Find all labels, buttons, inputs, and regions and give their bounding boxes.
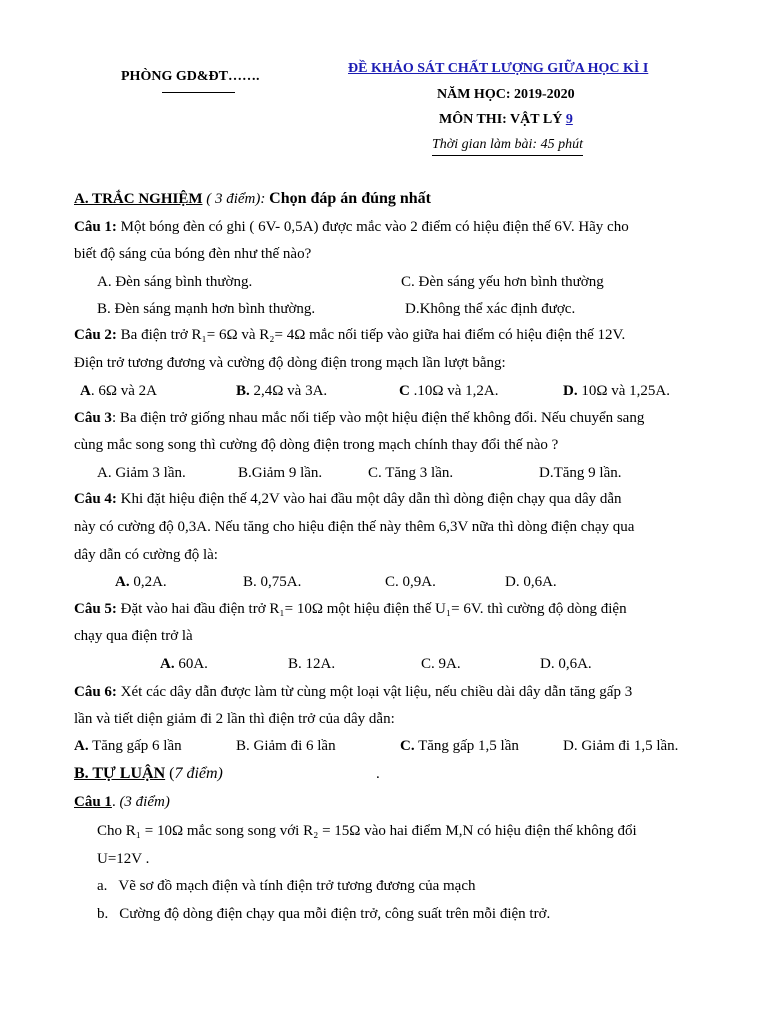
- question-2-option-b: B. 2,4Ω và 3A.: [236, 383, 328, 399]
- question-4-label: Câu 4:: [74, 491, 117, 507]
- section-a-points: ( 3 điểm):: [202, 191, 270, 207]
- question-1-option-b: B. Đèn sáng mạnh hơn bình thường.: [97, 301, 316, 317]
- exam-time: Thời gian làm bài: 45 phút: [432, 137, 583, 156]
- question-3-option-b: B.Giảm 9 lần.: [238, 465, 323, 481]
- question-6-line-2: lần và tiết diện giảm đi 2 lần thì điện trở của dây dẫn:: [74, 711, 395, 727]
- question-3-option-a: A. Giảm 3 lần.: [97, 465, 186, 481]
- department-underline: [162, 92, 235, 93]
- question-6-option-b: B. Giảm đi 6 lần: [236, 738, 336, 754]
- question-3-line-1: Câu 3: Ba điện trở giống nhau mắc nối tiếp vào một hiệu điện thế không đổi. Nếu chuyển sang: [74, 410, 645, 426]
- question-6-label: Câu 6:: [74, 684, 117, 700]
- question-6-option-d: D. Giảm đi 1,5 lần.: [563, 738, 679, 754]
- question-1-label: Câu 1:: [74, 219, 117, 235]
- question-5-label: Câu 5:: [74, 601, 117, 617]
- section-b-heading: B. TỰ LUẬN: [74, 765, 166, 782]
- question-4-line-3: dây dẫn có cường độ là:: [74, 547, 218, 563]
- question-1-line-1: Câu 1: Một bóng đèn có ghi ( 6V- 0,5A) được mắc vào 2 điểm có hiệu điện thế 6V. Hãy cho: [74, 219, 629, 235]
- essay-question-points: (3 điểm): [115, 794, 170, 810]
- subject-label: MÔN THI: VẬT LÝ: [439, 112, 566, 127]
- question-5-line-1: Câu 5: Đặt vào hai đầu điện trở R₁= 10Ω một hiệu điện thế U₁= 6V. thì cường độ dòng điện: [74, 601, 627, 617]
- section-a-heading-line: [74, 190, 431, 208]
- question-4-option-c: C. 0,9A.: [385, 574, 436, 590]
- question-2-line-2: Điện trở tương đương và cường độ dòng điện trong mạch lần lượt bằng:: [74, 355, 506, 371]
- question-4-option-a: A. 0,2A.: [115, 574, 167, 590]
- question-5-option-d: D. 0,6A.: [540, 656, 592, 672]
- question-1-option-d: D.Không thể xác định được.: [405, 301, 576, 317]
- question-2-label: Câu 2:: [74, 327, 117, 343]
- question-2-option-a: A. 6Ω và 2A: [80, 383, 157, 399]
- department-name: PHÒNG GD&ĐT…….: [121, 69, 260, 84]
- question-4-option-b: B. 0,75A.: [243, 574, 302, 590]
- question-5-option-b: B. 12A.: [288, 656, 336, 672]
- question-3-label: Câu 3: [74, 410, 112, 426]
- section-b-dot: .: [376, 766, 380, 782]
- section-a-heading: A. TRẮC NGHIỆM: [74, 191, 203, 207]
- school-year: NĂM HỌC: 2019-2020: [437, 87, 575, 102]
- question-5-option-a: A. 60A.: [160, 656, 208, 672]
- essay-item-b: b. Cường độ dòng điện chạy qua mỗi điện trở, công suất trên mỗi điện trở.: [97, 906, 551, 922]
- question-1-option-c: C. Đèn sáng yếu hơn bình thường: [401, 274, 604, 290]
- question-5-option-c: C. 9A.: [421, 656, 461, 672]
- essay-question-label: Câu 1: [74, 794, 112, 810]
- essay-question-heading: Câu 1. (3 điểm): [74, 794, 170, 810]
- subject-grade: 9: [565, 112, 573, 127]
- question-1-line-2: biết độ sáng của bóng đèn như thế nào?: [74, 246, 312, 262]
- essay-line-1: Cho R₁ = 10Ω mắc song song với R₂ = 15Ω vào hai điểm M,N có hiệu điện thế không đổi: [97, 823, 637, 839]
- question-4-option-d: D. 0,6A.: [505, 574, 557, 590]
- question-6-line-1: Câu 6: Xét các dây dẫn được làm từ cùng một loại vật liệu, nếu chiều dài dây dẫn tăng gấp 3: [74, 684, 633, 700]
- question-3-line-2: cùng mắc song song thì cường độ dòng điện trong mạch chính thay đổi thế nào ?: [74, 437, 559, 453]
- question-6-option-a: A. Tăng gấp 6 lần: [74, 738, 182, 754]
- question-3-option-c: C. Tăng 3 lần.: [368, 465, 454, 481]
- exam-title: ĐỀ KHẢO SÁT CHẤT LƯỢNG GIỮA HỌC KÌ I: [348, 61, 649, 76]
- essay-item-a: a. Vẽ sơ đồ mạch điện và tính điện trở tương đương của mạch: [97, 878, 476, 894]
- essay-line-2: U=12V .: [97, 851, 150, 867]
- section-a-instruction: Chọn đáp án đúng nhất: [269, 190, 432, 207]
- question-5-line-2: chạy qua điện trở là: [74, 628, 193, 644]
- question-2-line-1: Câu 2: Ba điện trở R₁= 6Ω và R₂= 4Ω mắc nối tiếp vào giữa hai điểm có hiệu điện thế 12V.: [74, 327, 626, 343]
- section-b-heading-line: B. TỰ LUẬN (7 điểm): [74, 765, 223, 782]
- question-3-option-d: D.Tăng 9 lần.: [539, 465, 622, 481]
- question-4-line-2: này có cường độ 0,3A. Nếu tăng cho hiệu điện thế này thêm 6,3V nữa thì dòng điện chạy qua: [74, 519, 635, 535]
- question-2-option-c: C .10Ω và 1,2A.: [399, 383, 499, 399]
- section-b-points: 7 điểm): [174, 765, 223, 782]
- question-6-option-c: C. Tăng gấp 1,5 lần: [400, 738, 519, 754]
- question-4-line-1: Câu 4: Khi đặt hiệu điện thế 4,2V vào hai đầu một dây dẫn thì dòng điện chạy qua dây dẫn: [74, 491, 622, 507]
- subject: [439, 112, 573, 128]
- question-2-option-d: D. 10Ω và 1,25A.: [563, 383, 670, 399]
- question-1-option-a: A. Đèn sáng bình thường.: [97, 274, 253, 290]
